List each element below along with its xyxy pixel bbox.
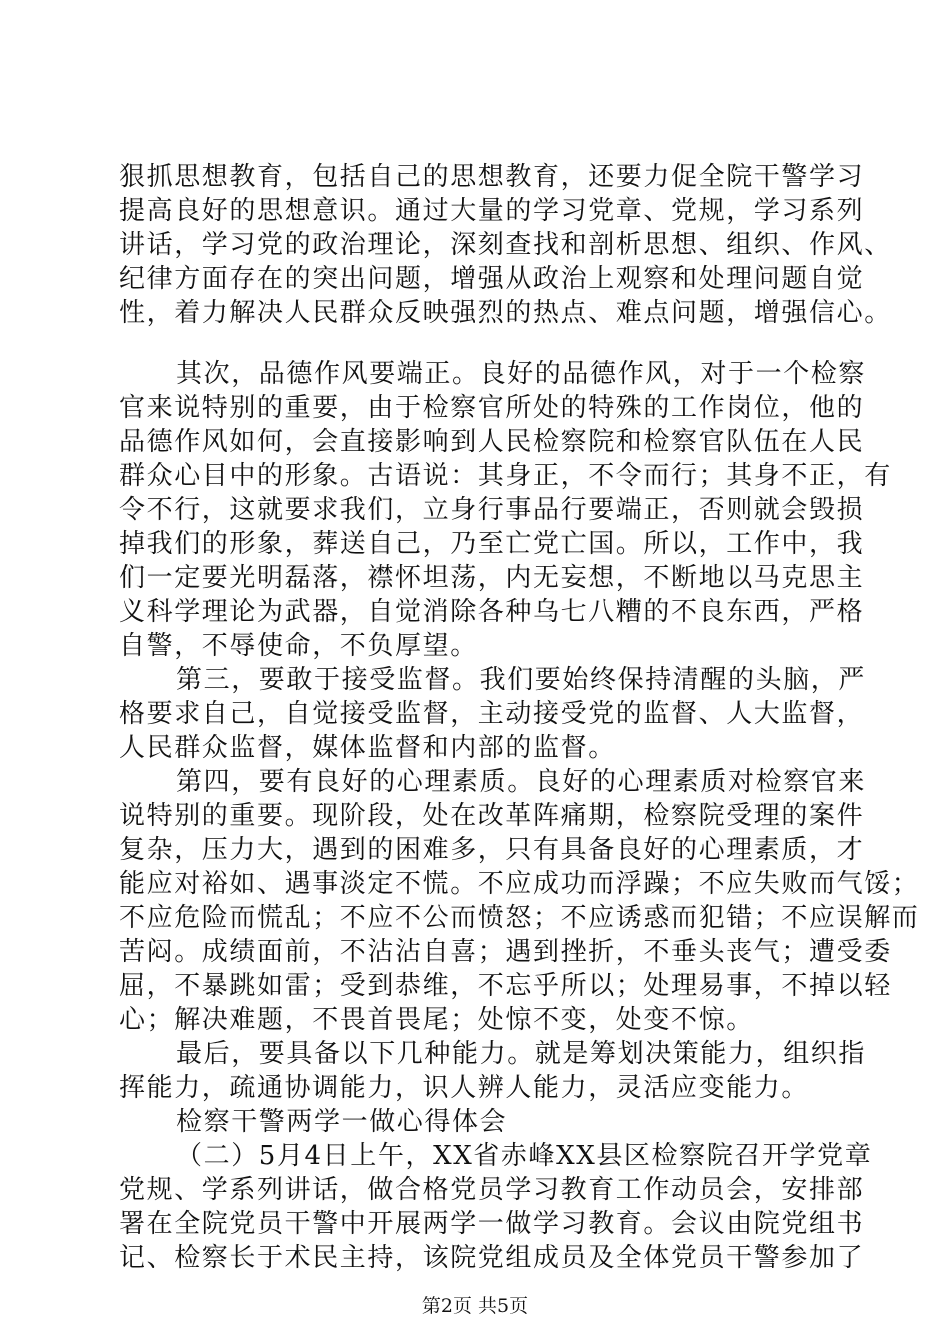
paragraph-line: 署在全院党员干警中开展两学一做学习教育。会议由院党组书 — [119, 1209, 865, 1239]
paragraph-line: 提高良好的思想意识。通过大量的学习党章、党规，学习系列 — [119, 196, 865, 226]
paragraph-line: 屈，不暴跳如雷；受到恭维，不忘乎所以；处理易事，不掉以轻 — [119, 971, 892, 1001]
paragraph-line: 不应危险而慌乱；不应不公而愤怒；不应诱惑而犯错；不应误解而 — [119, 903, 920, 933]
paragraph-line: 最后，要具备以下几种能力。就是筹划决策能力，组织指 — [176, 1039, 867, 1069]
paragraph-line: 自警，不辱使命，不负厚望。 — [119, 631, 478, 661]
paragraph-line: 义科学理论为武器，自觉消除各种乌七八糟的不良东西，严格 — [119, 597, 865, 627]
paragraph-line: 复杂，压力大，遇到的困难多，只有具备良好的心理素质，才 — [119, 835, 865, 865]
paragraph-line: 格要求自己，自觉接受监督，主动接受党的监督、人大监督， — [119, 699, 865, 729]
paragraph-line: 党规、学系列讲话，做合格党员学习教育工作动员会，安排部 — [119, 1175, 865, 1205]
paragraph-line: 掉我们的形象，葬送自己，乃至亡党亡国。所以，工作中，我 — [119, 529, 865, 559]
paragraph-line: 纪律方面存在的突出问题，增强从政治上观察和处理问题自觉 — [119, 264, 865, 294]
paragraph-line: 讲话，学习党的政治理论，深刻查找和剖析思想、组织、作风、 — [119, 230, 892, 260]
paragraph-line: 挥能力，疏通协调能力，识人辨人能力，灵活应变能力。 — [119, 1073, 810, 1103]
page-number-footer: 第2页 共5页 — [421, 1295, 529, 1317]
paragraph-line: 说特别的重要。现阶段，处在改革阵痛期，检察院受理的案件 — [119, 801, 865, 831]
paragraph-line: 第四，要有良好的心理素质。良好的心理素质对检察官来 — [176, 767, 867, 797]
paragraph-line: 品德作风如何，会直接影响到人民检察院和检察官队伍在人民 — [119, 427, 865, 457]
paragraph-line: 群众心目中的形象。古语说：其身正，不令而行；其身不正，有 — [119, 461, 892, 491]
paragraph-line: 官来说特别的重要，由于检察官所处的特殊的工作岗位，他的 — [119, 393, 865, 423]
paragraph-line: 人民群众监督，媒体监督和内部的监督。 — [119, 733, 616, 763]
paragraph-line: 其次，品德作风要端正。良好的品德作风，对于一个检察 — [176, 359, 867, 389]
paragraph-line: 第三，要敢于接受监督。我们要始终保持清醒的头脑，严 — [176, 665, 867, 695]
section-heading: 检察干警两学一做心得体会 — [176, 1107, 508, 1137]
paragraph-line: 令不行，这就要求我们，立身行事品行要端正，否则就会毁损 — [119, 495, 865, 525]
paragraph-line: 狠抓思想教育，包括自己的思想教育，还要力促全院干警学习 — [119, 162, 865, 192]
paragraph-line: （二）5月4日上午，XX省赤峰XX县区检察院召开学党章 — [176, 1141, 873, 1171]
paragraph-line: 苦闷。成绩面前，不沾沾自喜；遇到挫折，不垂头丧气；遭受委 — [119, 937, 892, 967]
paragraph-line: 性，着力解决人民群众反映强烈的热点、难点问题，增强信心。 — [119, 298, 892, 328]
paragraph-line: 心；解决难题，不畏首畏尾；处惊不变，处变不惊。 — [119, 1005, 754, 1035]
paragraph-line: 们一定要光明磊落，襟怀坦荡，内无妄想，不断地以马克思主 — [119, 563, 865, 593]
paragraph-line: 能应对裕如、遇事淡定不慌。不应成功而浮躁；不应失败而气馁； — [119, 869, 920, 899]
paragraph-line: 记、检察长于术民主持，该院党组成员及全体党员干警参加了 — [119, 1243, 865, 1273]
